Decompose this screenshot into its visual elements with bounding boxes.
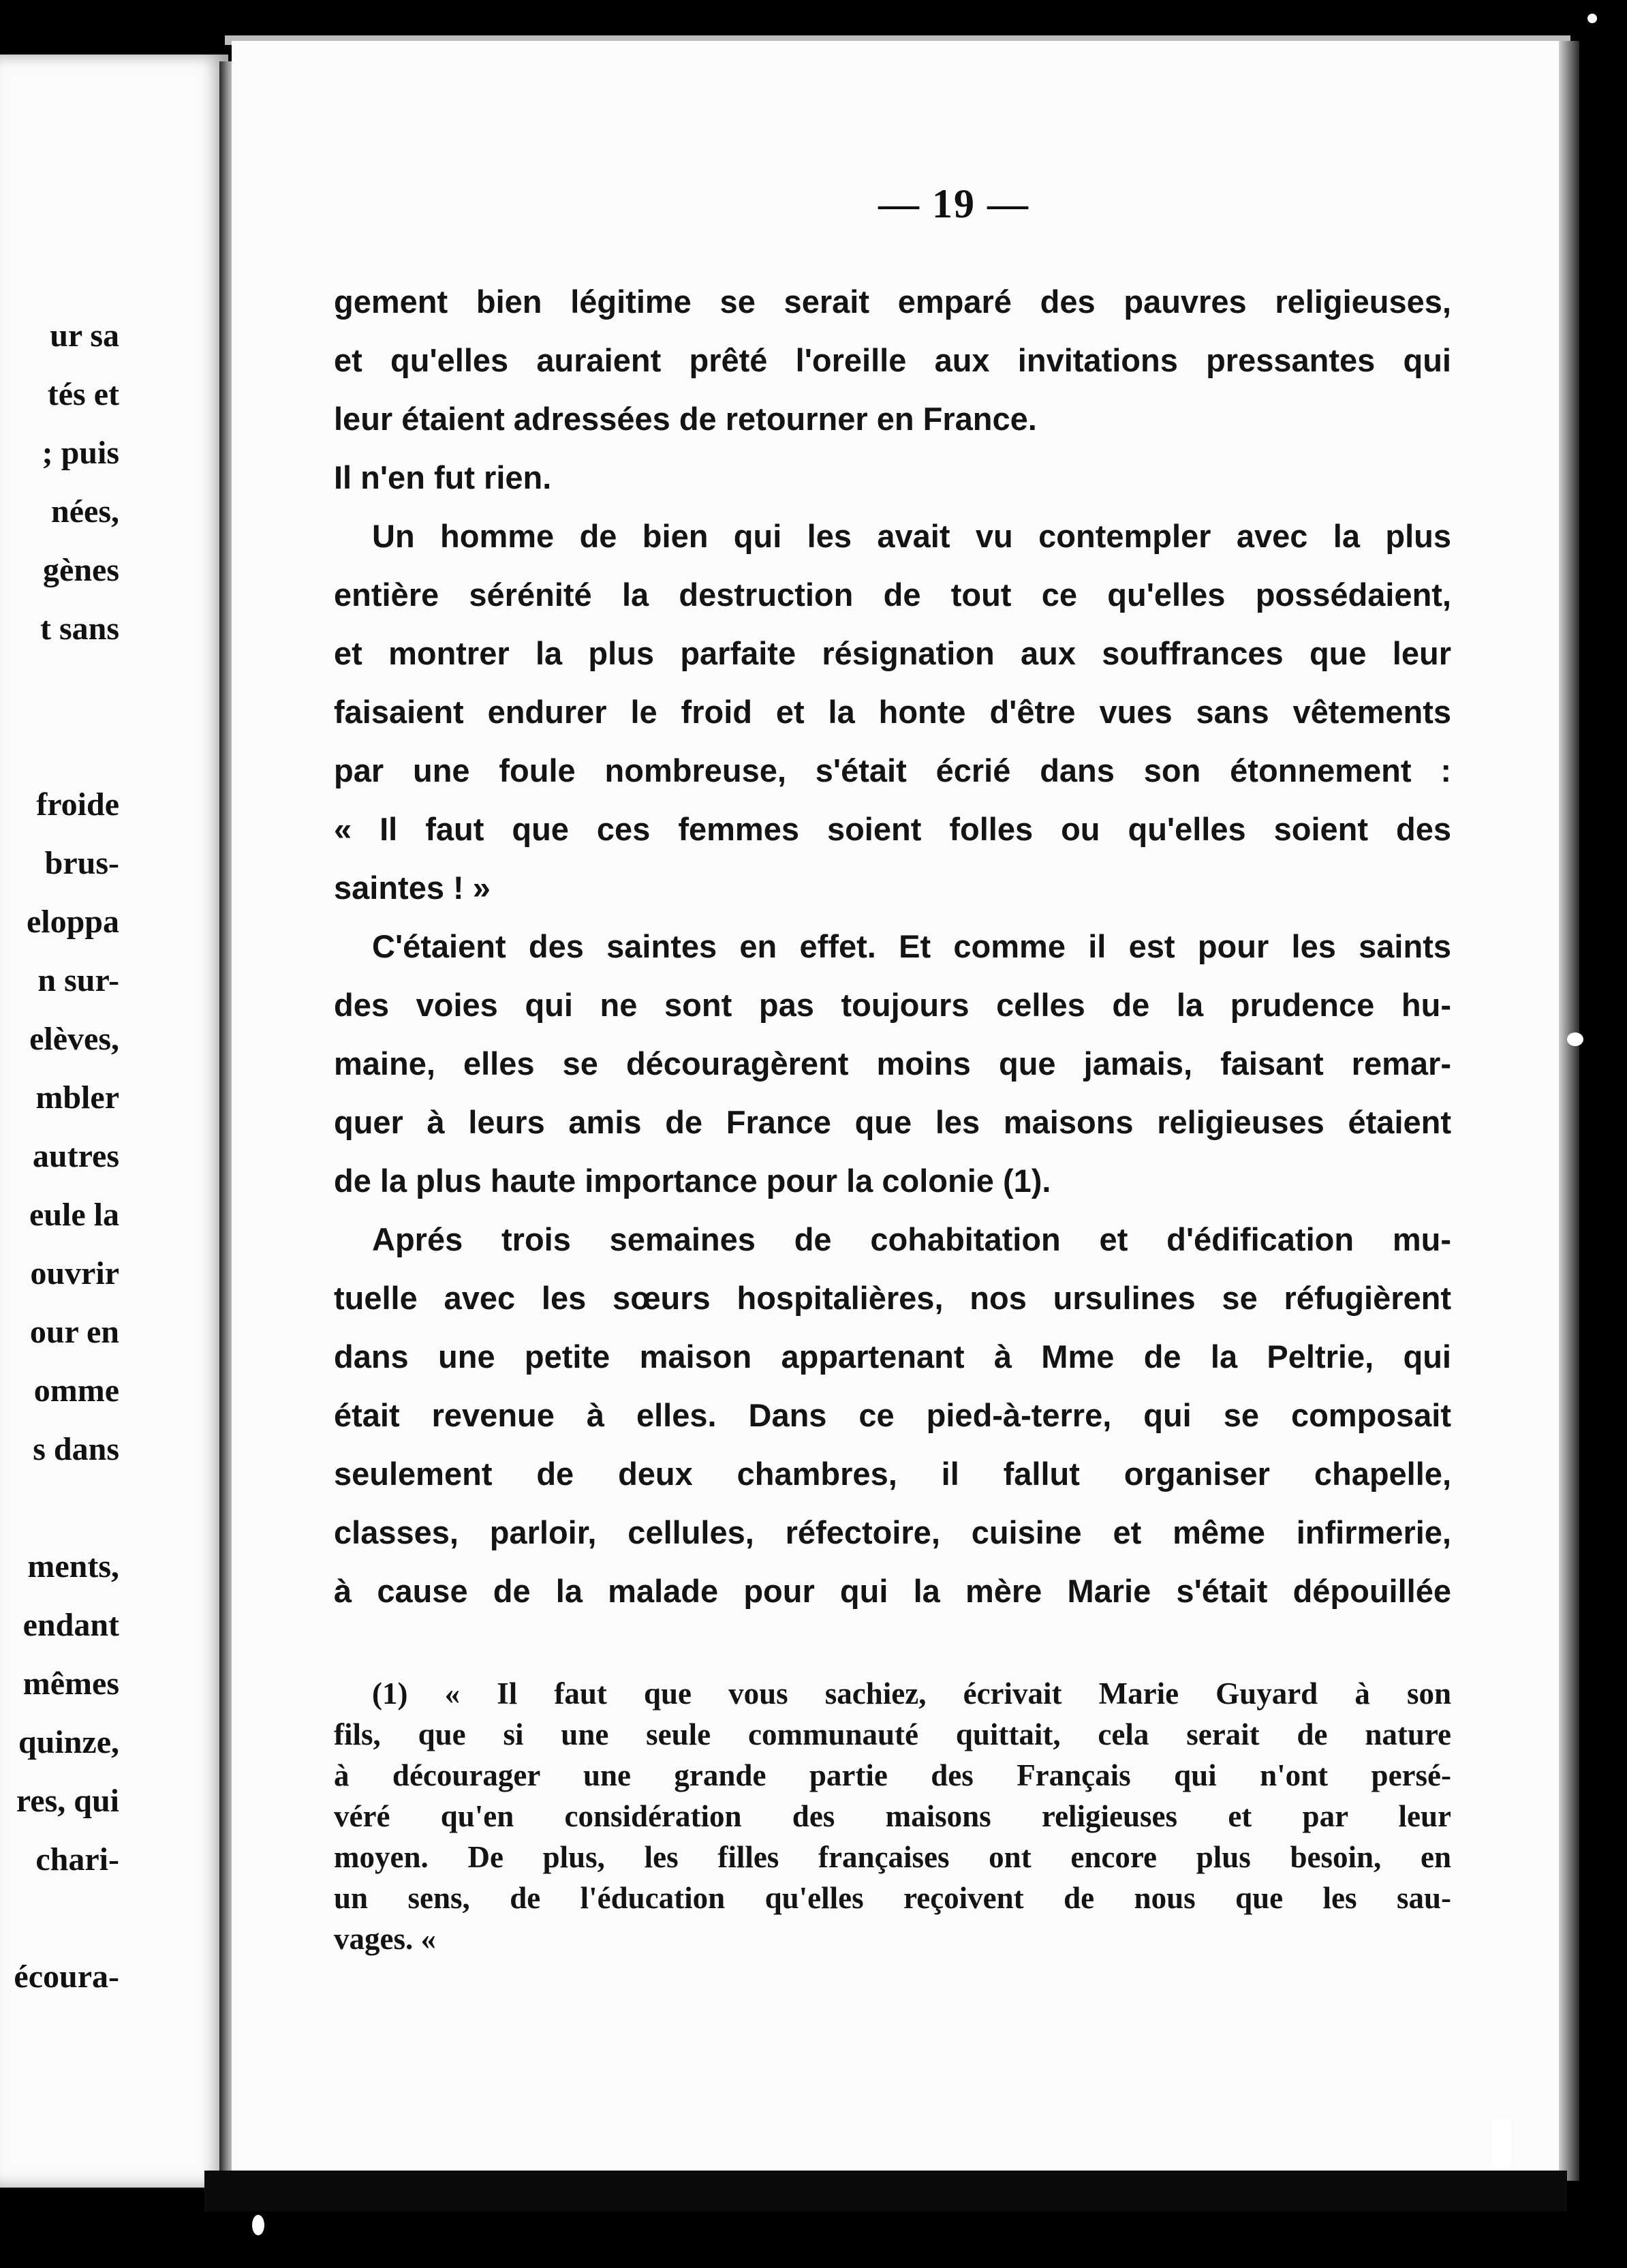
left-page-line: ouvrir: [30, 1255, 119, 1291]
left-page-line: [0, 1479, 119, 1537]
text-line: dans une petite maison appartenant à Mme de la Peltrie, qui: [334, 1338, 1451, 1375]
footnote-line: à décourager une grande partie des Français qui n'ont persé-: [334, 1758, 1451, 1792]
left-page-line: froide: [36, 786, 119, 823]
left-page-line: s dans: [33, 1431, 119, 1467]
left-page-line: res, qui: [16, 1783, 119, 1819]
text-line: « Il faut que ces femmes soient folles ou qu'elles soient des: [334, 811, 1451, 847]
body-text: [334, 273, 1451, 1621]
text-line: Il n'en fut rien.: [334, 459, 552, 495]
left-page-line: tés et: [47, 376, 119, 412]
text-line: était revenue à elles. Dans ce pied-à-terre, qui se composait: [334, 1397, 1451, 1433]
text-line: classes, parloir, cellules, réfectoire, cuisine et même infirmerie,: [334, 1514, 1451, 1550]
scan-speck: [252, 2215, 264, 2235]
scan-speck: [1492, 2119, 1511, 2167]
left-page-line: n sur-: [37, 962, 119, 998]
left-page-line: quinze,: [18, 1724, 119, 1760]
page-right-edge-shadow: [1559, 41, 1579, 2181]
main-page: [232, 41, 1560, 2177]
text-line: Aprés trois semaines de cohabitation et d'édification mu-: [372, 1221, 1451, 1257]
text-line: tuelle avec les sœurs hospitalières, nos ursulines se réfugièrent: [334, 1280, 1451, 1316]
left-page-line: [0, 1889, 119, 1948]
footnote-line: moyen. De plus, les filles françaises ont encore plus besoin, en: [334, 1840, 1451, 1874]
text-line: maine, elles se découragèrent moins que jamais, faisant remar-: [334, 1045, 1451, 1082]
left-page-line: omme: [33, 1373, 119, 1409]
left-page-line: gènes: [43, 552, 119, 588]
left-page-line: eloppa: [26, 904, 119, 940]
text-line: et montrer la plus parfaite résignation aux souffrances que leur: [334, 635, 1451, 671]
left-page-line: écoura-: [14, 1959, 119, 1995]
left-page-line: [0, 658, 119, 717]
left-page-line: ur sa: [50, 318, 119, 354]
text-line: de la plus haute importance pour la colonie (1).: [334, 1163, 1051, 1199]
left-page-line: ; puis: [42, 435, 119, 471]
left-page-line: mêmes: [22, 1666, 119, 1702]
left-page-line: our en: [29, 1314, 119, 1350]
left-page-text: [0, 307, 119, 2006]
text-line: leur étaient adressées de retourner en France.: [334, 401, 1037, 437]
scan-speck: [1587, 14, 1597, 23]
left-page-line: nées,: [51, 493, 119, 530]
scan-speck: [1567, 1032, 1583, 1046]
left-page-line: chari-: [35, 1841, 119, 1878]
footnote-line: (1) « Il faut que vous sachiez, écrivait Marie Guyard à son: [372, 1676, 1451, 1711]
left-facing-page: [0, 55, 228, 2188]
left-page-line: [0, 717, 119, 776]
footnote-line: fils, que si une seule communauté quittait, cela serait de nature: [334, 1717, 1451, 1751]
text-line: par une foule nombreuse, s'était écrié dans son étonnement :: [334, 752, 1451, 788]
footnote: [334, 1673, 1451, 1959]
text-line: saintes ! »: [334, 870, 491, 906]
text-line: à cause de la malade pour qui la mère Marie s'était dépouillée: [334, 1573, 1451, 1609]
left-page-line: brus-: [44, 845, 119, 881]
text-line: quer à leurs amis de France que les maisons religieuses étaient: [334, 1104, 1451, 1140]
text-line: entière sérénité la destruction de tout ce qu'elles possédaient,: [334, 577, 1451, 613]
text-line: Un homme de bien qui les avait vu contempler avec la plus: [372, 518, 1451, 554]
text-line: faisaient endurer le froid et la honte d'être vues sans vêtements: [334, 694, 1451, 730]
page-number: — 19 —: [878, 181, 1029, 226]
left-page-line: eule la: [29, 1197, 119, 1233]
footnote-line: vages. «: [334, 1922, 436, 1956]
page-bottom-edge: [204, 2171, 1567, 2211]
left-page-line: mbler: [35, 1079, 119, 1116]
left-page-line: elèves,: [29, 1021, 119, 1057]
left-page-line: ments,: [27, 1548, 119, 1584]
footnote-line: un sens, de l'éducation qu'elles reçoivent de nous que les sau-: [334, 1881, 1451, 1915]
footnote-line: véré qu'en considération des maisons religieuses et par leur: [334, 1799, 1451, 1833]
text-line: seulement de deux chambres, il fallut organiser chapelle,: [334, 1456, 1451, 1492]
text-line: des voies qui ne sont pas toujours celles de la prudence hu-: [334, 987, 1451, 1023]
text-line: C'étaient des saintes en effet. Et comme il est pour les saints: [372, 928, 1451, 964]
text-line: gement bien légitime se serait emparé des pauvres religieuses,: [334, 284, 1451, 320]
left-page-line: t sans: [40, 611, 119, 647]
left-page-line: autres: [32, 1138, 119, 1174]
left-page-line: endant: [22, 1607, 119, 1643]
text-line: et qu'elles auraient prêté l'oreille aux invitations pressantes qui: [334, 342, 1451, 378]
